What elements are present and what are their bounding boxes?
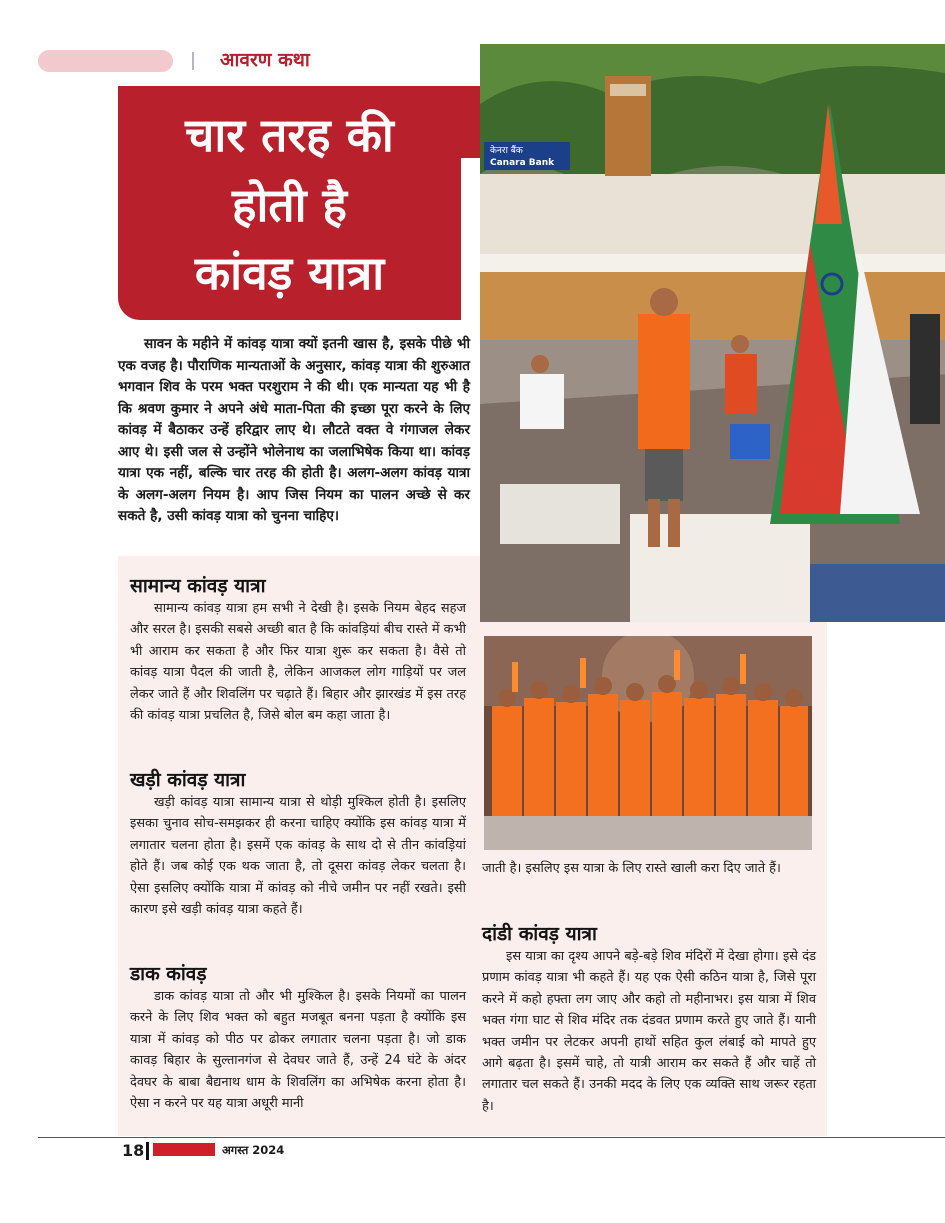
title-box [118, 86, 461, 320]
devotees-photo-illustration [484, 636, 812, 850]
canara-sign-english: Canara Bank [490, 158, 555, 168]
canara-sign-hindi: केनरा बैंक [490, 146, 523, 156]
title-line-3: कांवड़ यात्रा [194, 246, 385, 300]
title-line-1: चार तरह की [185, 108, 394, 162]
ghat-photo [480, 44, 945, 622]
section-heading-samanya: सामान्य कांवड़ यात्रा [130, 575, 266, 597]
title-notch [460, 86, 482, 158]
section-heading-dak: डाक कांवड़ [130, 963, 207, 985]
issue-date: अगस्त 2024 [222, 1143, 285, 1157]
section-body-khadi: खड़ी कांवड़ यात्रा सामान्य यात्रा से थोड़ी मुश्किल होती है। इसलिए इसका चुनाव सोच-समझकर ही करना चाहिए क्योंकि इस कांवड़ यात्रा में लगातार चलना होता है। इसमें एक कांवड़ के साथ दो से तीन कांवड़ियां होते हैं। जब कोई एक थक जाता है, तो दूसरा कांवड़ लेकर चलता है। ऐसा इसलिए क्योंकि यात्रा में कांवड़ को नीचे जमीन पर नहीं रखते। इसी कारण इसे खड़ी कांवड़ यात्रा कहते हैं। [130, 795, 466, 918]
section-body-dak: डाक कांवड़ यात्रा तो और भी मुश्किल है। इसके नियमों का पालन करने के लिए शिव भक्त को बहुत मजबूत बनना पड़ता है क्योंकि इस यात्रा में कांवड़ को पीठ पर ढोकर लगातार चलना पड़ता है। जो डाक कावड़ बिहार के सुल्तानगंज से देवघर जाते हैं, उन्हें 24 घंटे के अंदर देवघर के बाबा बैद्यनाथ धाम के शिवलिंग का अभिषेक करना होता है। ऐसा न करने पर यह यात्रा अधूरी मानी [130, 989, 466, 1112]
section-body-samanya: सामान्य कांवड़ यात्रा हम सभी ने देखी है। इसके नियम बेहद सहज और सरल है। इसकी सबसे अच्छी बात है कि कांवड़ियां बीच रास्ते में कभी भी आराम कर सकता है और फिर यात्रा शुरू कर सकता है। वैसे तो कांवड़ यात्रा पैदल की जाती है, लेकिन आजकल लोग गाड़ियों पर जल लेकर जाते हैं और शिवलिंग पर चढ़ाते हैं। बिहार और झारखंड में इस तरह की कांवड़ यात्रा प्रचलित है, जिसे बोल बम कहा जाता है। [130, 601, 466, 724]
magazine-logo [153, 1143, 215, 1156]
section-heading-dandi: दांडी कांवड़ यात्रा [482, 923, 597, 945]
title-line-2: होती है [232, 178, 347, 232]
ghat-photo-illustration [480, 44, 945, 622]
section-label: आवरण कथा [220, 49, 310, 71]
page-number: 18 [122, 1141, 145, 1160]
intro-paragraph: सावन के महीने में कांवड़ यात्रा क्यों इतनी खास है, इसके पीछे भी एक वजह है। पौराणिक मान्यताओं के अनुसार, कांवड़ यात्रा की शुरुआत भगवान शिव के परम भक्त परशुराम ने की थी। एक मान्यता यह भी है कि श्रवण कुमार ने अपने अंधे माता-पिता की इच्छा पूरा करने के लिए कांवड़ में बैठाकर उन्हें हरिद्वार लाए थे। लौटते वक्त वे गंगाजल लेकर आए थे। इसी जल से उन्होंने भोलेनाथ का जलाभिषेक किया था। कांवड़ यात्रा एक नहीं, बल्कि चार तरह की होती है। अलग-अलग कांवड़ यात्रा के अलग-अलग नियम है। आप जिस नियम का पालन अच्छे से कर सकते है, उसी कांवड़ यात्रा को चुनना चाहिए। [118, 336, 470, 524]
footer-divider [146, 1142, 149, 1160]
footer-rule [38, 1137, 945, 1138]
section-heading-khadi: खड़ी कांवड़ यात्रा [130, 769, 246, 791]
header-pill [38, 50, 173, 72]
header-separator [192, 52, 194, 70]
section-body-dak-continued: जाती है। इसलिए इस यात्रा के लिए रास्ते खाली करा दिए जाते हैं। [482, 861, 781, 876]
section-body-dandi: इस यात्रा का दृश्य आपने बड़े-बड़े शिव मंदिरों में देखा होगा। इसे दंड प्रणाम कांवड़ यात्रा भी कहते हैं। यह एक ऐसी कठिन यात्रा है, जिसे पूरा करने में कहो हफ्ता लग जाए और कहो तो महीनाभर। इस यात्रा में शिव भक्त गंगा घाट से शिव मंदिर तक दंडवत प्रणाम करते हुए जाते हैं। यानी भक्त जमीन पर लेटकर अपनी हाथों सहित कुल लंबाई को मापते हुए आगे बढ़ता है। इसमें चाहे, तो यात्री आराम कर सकते हैं और चाहें तो लगातार चल सकते हैं। उनकी मदद के लिए एक व्यक्ति साथ जरूर रहता है। [482, 949, 816, 1114]
devotees-photo [484, 636, 812, 850]
